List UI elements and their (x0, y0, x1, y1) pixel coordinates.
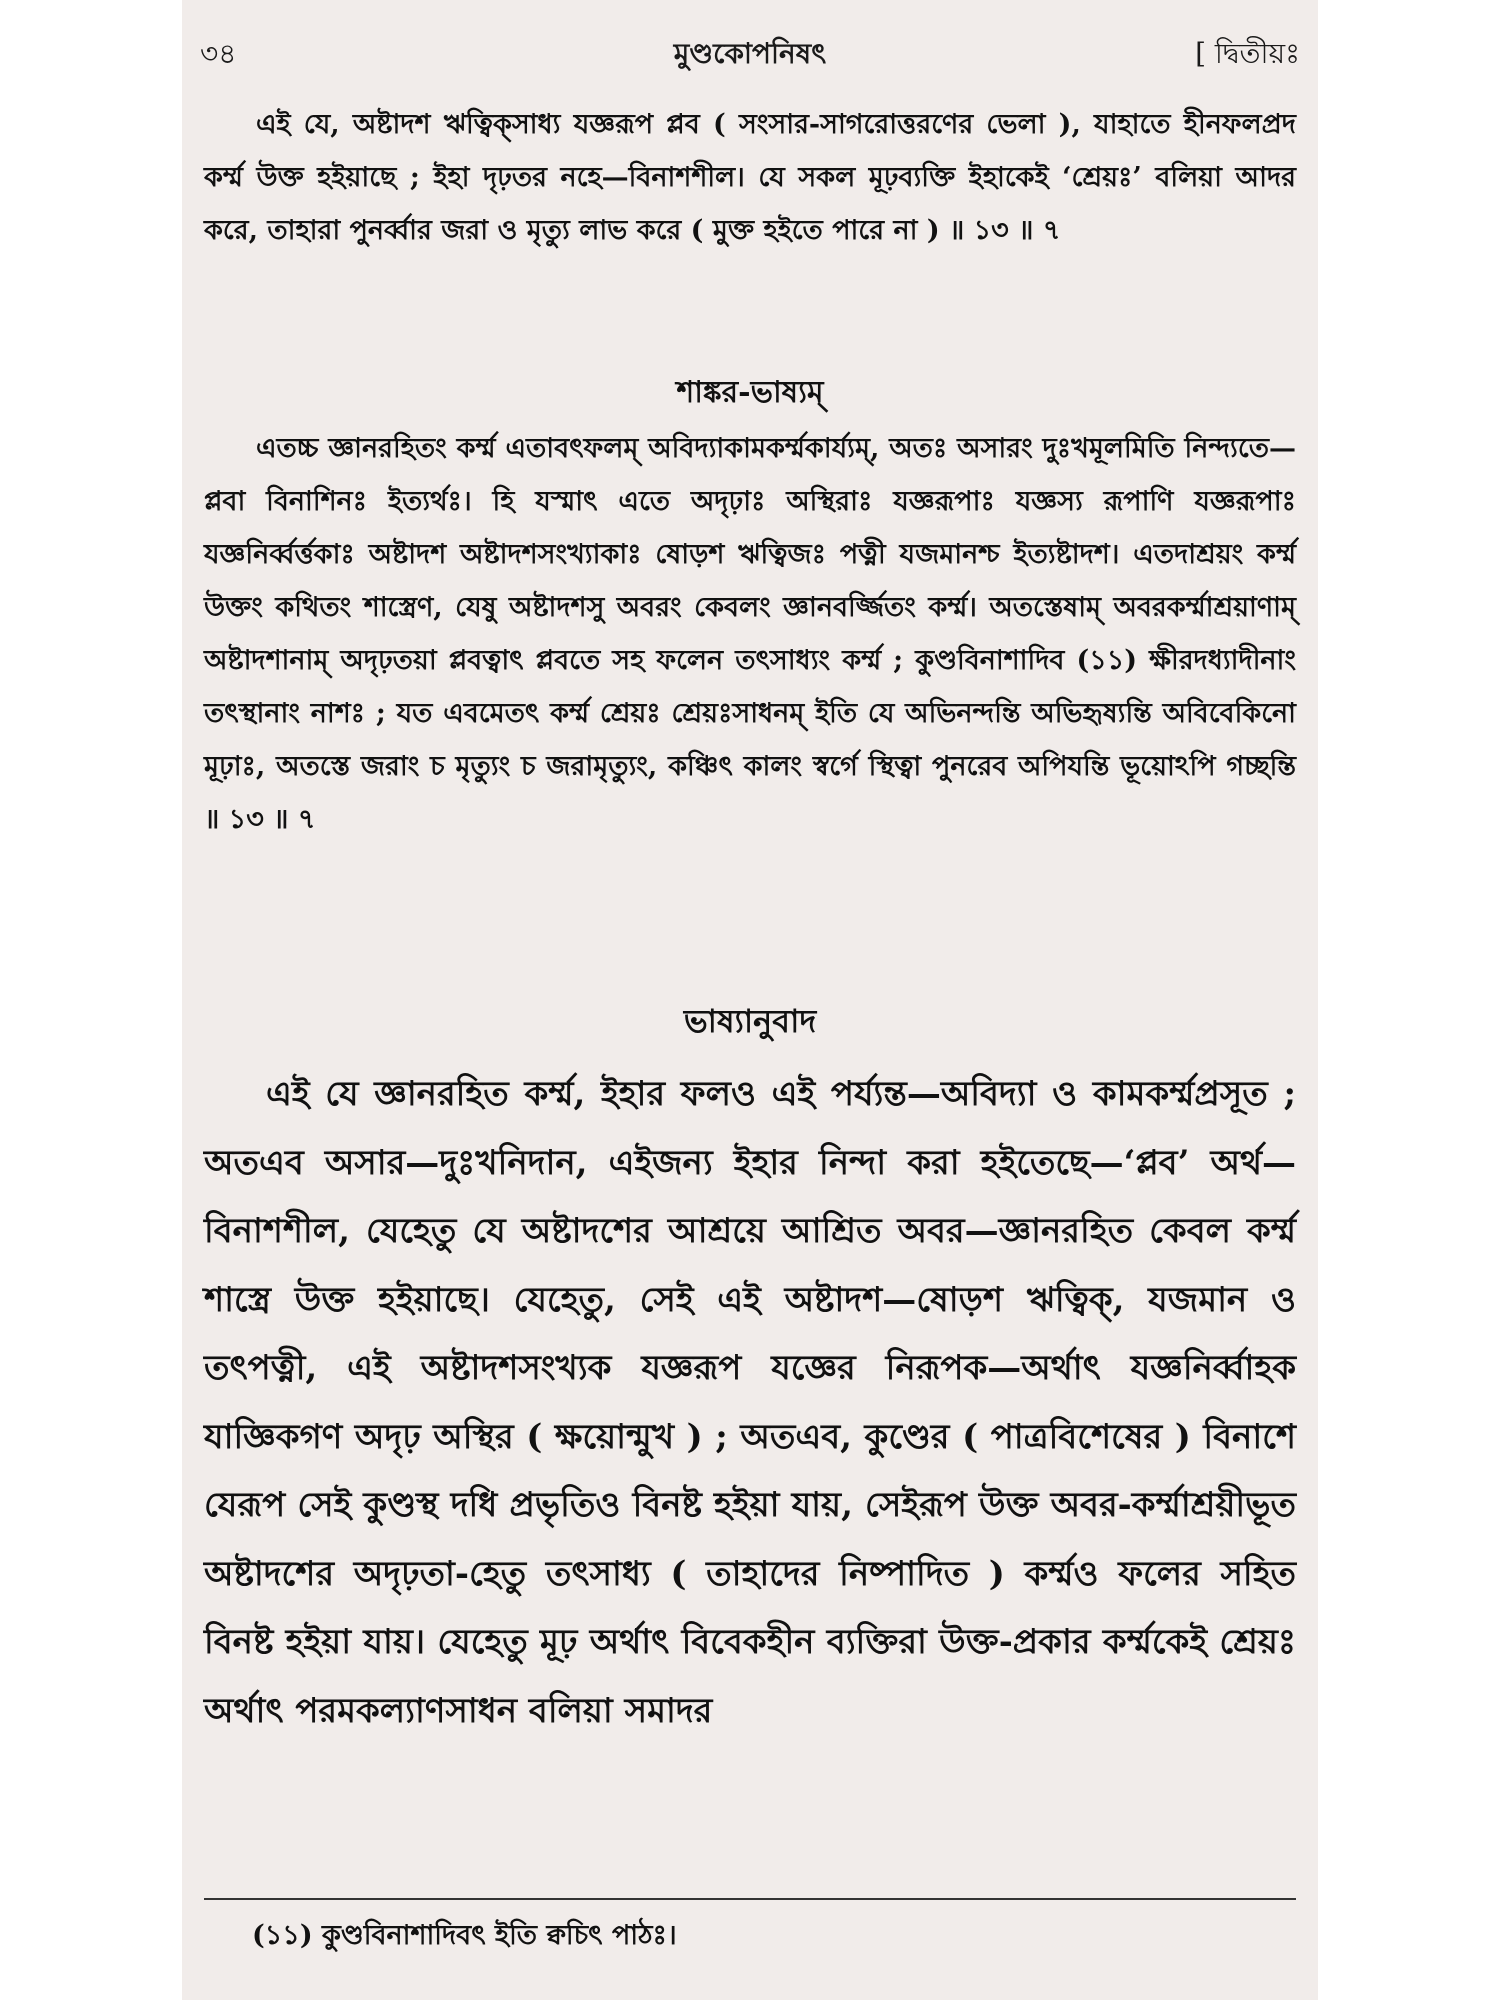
book-title: মুণ্ডকোপনিষৎ (673, 37, 827, 70)
bhashya-paragraph: এতচ্চ জ্ঞানরহিতং কর্ম্ম এতাবৎফলম্ অবিদ্যাকামকর্ম্মকার্য্যম্, অতঃ অসারং দুঃখমূলমিতি নিন্দ্যতে—প্লবা বিনাশিনঃ ইত্যর্থঃ। হি যস্মাৎ এতে অদৃঢ়াঃ অস্থিরাঃ যজ্ঞরূপাঃ যজ্ঞস্য রূপাণি যজ্ঞরূপাঃ যজ্ঞনির্ব্বর্ত্তকাঃ অষ্টাদশ অষ্টাদশসংখ্যাকাঃ ষোড়শ ঋত্বিজঃ পত্নী যজমানশ্চ ইত্যষ্টাদশ। এতদাশ্রয়ং কর্ম্ম উক্তং কথিতং শাস্ত্রেণ, যেষু অষ্টাদশসু অবরং কেবলং জ্ঞানবর্জ্জিতং কর্ম্ম। অতস্তেষাম্ অবরকর্ম্মাশ্রয়াণাম্ অষ্টাদশানাম্ অদৃঢ়তয়া প্লবত্বাৎ প্লবতে সহ ফলেন তৎসাধ্যং কর্ম্ম ; কুণ্ডবিনাশাদিব (১১) ক্ষীরদধ্যাদীনাং তৎস্থানাং নাশঃ ; যত এবমেতৎ কর্ম্ম শ্রেয়ঃ শ্রেয়ঃসাধনম্ ইতি যে অভিনন্দন্তি অভিহৃষ্যন্তি অবিবেকিনো মূঢ়াঃ, অতস্তে জরাং চ মৃত্যুং চ জরামৃত্যুং, কঞ্চিৎ কালং স্বর্গে স্থিত্বা পুনরেব অপিযন্তি ভূয়োঽপি গচ্ছন্তি ॥ ১৩ ॥ ৭ (204, 433, 1296, 835)
footnote-divider (204, 1898, 1296, 1900)
book-page (182, 0, 1318, 2000)
section-label: [ দ্বিতীয়ঃ (1195, 37, 1300, 70)
bhashya-heading: শাঙ্কর-ভাষ্যম্ (676, 375, 824, 410)
bhashya-text (204, 422, 1296, 846)
anuvad-paragraph: এই যে জ্ঞানরহিত কর্ম্ম, ইহার ফলও এই পর্য্যন্ত—অবিদ্যা ও কামকর্ম্মপ্রসূত ; অতএব অসার—দুঃখনিদান, এইজন্য ইহার নিন্দা করা হইতেছে—‘প্লব’ অর্থ—বিনাশশীল, যেহেতু যে অষ্টাদশের আশ্রয়ে আশ্রিত অবর—জ্ঞানরহিত কেবল কর্ম্ম শাস্ত্রে উক্ত হইয়াছে। যেহেতু, সেই এই অষ্টাদশ—ষোড়শ ঋত্বিক্, যজমান ও তৎপত্নী, এই অষ্টাদশসংখ্যক যজ্ঞরূপ যজ্ঞের নিরূপক—অর্থাৎ যজ্ঞনির্ব্বাহক যাজ্ঞিকগণ অদৃঢ় অস্থির ( ক্ষয়োন্মুখ ) ; অতএব, কুণ্ডের ( পাত্রবিশেষের ) বিনাশে যেরূপ সেই কুণ্ডস্থ দধি প্রভৃতিও বিনষ্ট হইয়া যায়, সেইরূপ উক্ত অবর-কর্ম্মাশ্রয়ীভূত অষ্টাদশের অদৃঢ়তা-হেতু তৎসাধ্য ( তাহাদের নিষ্পাদিত ) কর্ম্মও ফলের সহিত বিনষ্ট হইয়া যায়। যেহেতু মূঢ় অর্থাৎ বিবেকহীন ব্যক্তিরা উক্ত-প্রকার কর্ম্মকেই শ্রেয়ঃ অর্থাৎ পরমকল্যাণসাধন বলিয়া সমাদর (204, 1074, 1296, 1731)
page-number: ৩৪ (200, 37, 237, 70)
footnote: (১১) কুণ্ডবিনাশাদিবৎ ইতি ক্বচিৎ পাঠঃ। (252, 1920, 677, 1951)
running-header (200, 28, 1300, 78)
verse-translation-paragraph: এই যে, অষ্টাদশ ঋত্বিক্‌সাধ্য যজ্ঞরূপ প্লব ( সংসার-সাগরোত্তরণের ভেলা ), যাহাতে হীনফলপ্রদ কর্ম্ম উক্ত হইয়াছে ; ইহা দৃঢ়তর নহে—বিনাশশীল। যে সকল মূঢ়ব্যক্তি ইহাকেই ‘শ্রেয়ঃ’ বলিয়া আদর করে, তাহারা পুনর্ব্বার জরা ও মৃত্যু লাভ করে ( মুক্ত হইতে পারে না ) ॥ ১৩ ॥ ৭ (204, 109, 1296, 246)
anuvad-heading: ভাষ্যানুবাদ (683, 1002, 817, 1040)
verse-translation (204, 98, 1296, 257)
anuvad-text (204, 1060, 1296, 1745)
